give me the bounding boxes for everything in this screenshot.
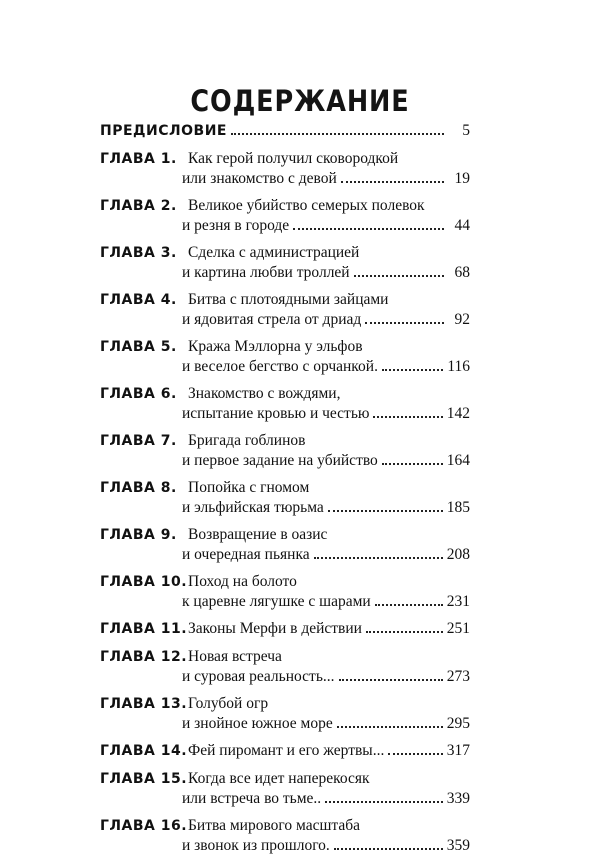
toc-entry bbox=[100, 290, 470, 329]
chapter-label: ГЛАВА 2. bbox=[100, 198, 177, 214]
dot-leader bbox=[293, 228, 444, 230]
chapter-title: Бригада гоблинов bbox=[188, 432, 306, 449]
chapter-title: Голубой огр bbox=[188, 695, 269, 712]
chapter-title: Поход на болото bbox=[188, 573, 297, 590]
toc-entry bbox=[100, 647, 470, 686]
page-number: 208 bbox=[446, 546, 470, 563]
chapter-title: Битва мирового масштаба bbox=[188, 817, 361, 834]
dot-leader bbox=[328, 510, 443, 512]
toc-entry bbox=[100, 816, 470, 855]
chapter-label: ГЛАВА 9. bbox=[100, 527, 177, 543]
chapter-label: ГЛАВА 14. bbox=[100, 743, 188, 759]
chapter-label: ГЛАВА 10. bbox=[100, 574, 188, 590]
chapter-label: ГЛАВА 5. bbox=[100, 339, 177, 355]
chapter-title: Битва с плотоядными зайцами bbox=[188, 291, 389, 308]
dot-leader bbox=[339, 679, 443, 681]
toc-entry bbox=[100, 572, 470, 611]
chapter-subtitle: и картина любви троллей bbox=[182, 264, 350, 281]
chapter-subtitle: и резня в городе bbox=[182, 217, 290, 234]
chapter-subtitle: и эльфийская тюрьма bbox=[182, 499, 324, 516]
dot-leader bbox=[314, 557, 443, 559]
page-number: 116 bbox=[447, 358, 470, 375]
toc-entry bbox=[100, 337, 470, 376]
chapter-title: Кража Мэллорна у эльфов bbox=[188, 338, 363, 355]
dot-leader bbox=[334, 848, 443, 850]
chapter-label: ГЛАВА 6. bbox=[100, 386, 177, 402]
page-number: 68 bbox=[454, 264, 470, 281]
chapter-label: ГЛАВА 13. bbox=[100, 696, 188, 712]
dot-leader bbox=[366, 631, 443, 633]
chapter-label: ГЛАВА 1. bbox=[100, 151, 177, 167]
dot-leader bbox=[341, 181, 444, 183]
dot-leader bbox=[337, 726, 443, 728]
chapter-title: Сделка с администрацией bbox=[188, 244, 360, 261]
toc-entry bbox=[100, 619, 470, 639]
page-number: 19 bbox=[454, 170, 470, 187]
chapter-title: Законы Мерфи в действии bbox=[188, 620, 362, 637]
dot-leader bbox=[375, 604, 443, 606]
chapter-title: Великое убийство семерых полевок bbox=[188, 197, 425, 214]
chapter-subtitle: и звонок из прошлого. bbox=[182, 837, 330, 854]
toc-entry bbox=[100, 384, 470, 423]
page-number: 142 bbox=[446, 405, 470, 422]
chapter-title: Как герой получил сковородкой bbox=[188, 150, 399, 167]
page-number: 44 bbox=[454, 217, 470, 234]
page-number: 317 bbox=[446, 742, 470, 759]
chapter-subtitle: к царевне лягушке с шарами bbox=[182, 593, 371, 610]
chapter-subtitle: и первое задание на убийство bbox=[182, 452, 378, 469]
chapter-label: ГЛАВА 15. bbox=[100, 771, 188, 787]
chapter-subtitle: и очередная пьянка bbox=[182, 546, 310, 563]
dot-leader bbox=[354, 275, 444, 277]
toc-entry bbox=[100, 741, 470, 761]
chapter-title: Возвращение в оазис bbox=[188, 526, 328, 543]
preface-label: ПРЕДИСЛОВИЕ bbox=[100, 123, 227, 139]
chapter-title: Новая встреча bbox=[188, 648, 282, 665]
chapter-label: ГЛАВА 4. bbox=[100, 292, 177, 308]
page-number: 231 bbox=[446, 593, 470, 610]
dot-leader bbox=[388, 753, 442, 755]
toc-entry bbox=[100, 431, 470, 470]
chapter-subtitle: или встреча во тьме.. bbox=[182, 790, 322, 807]
chapter-label: ГЛАВА 11. bbox=[100, 621, 188, 637]
chapter-title: Знакомство с вождями, bbox=[188, 385, 341, 402]
chapter-subtitle: и суровая реальность... bbox=[182, 668, 335, 685]
chapter-title: Фей пиромант и его жертвы... bbox=[188, 742, 385, 759]
page-number: 164 bbox=[446, 452, 470, 469]
chapter-subtitle: и знойное южное море bbox=[182, 715, 333, 732]
toc-entry bbox=[100, 694, 470, 733]
toc-entry bbox=[100, 243, 470, 282]
page-number: 185 bbox=[446, 499, 470, 516]
chapter-subtitle: или знакомство с девой bbox=[182, 170, 337, 187]
chapter-label: ГЛАВА 12. bbox=[100, 649, 188, 665]
page-number: 92 bbox=[454, 311, 470, 328]
toc-entry bbox=[100, 525, 470, 564]
toc-entry-preface bbox=[100, 121, 470, 141]
toc-entry bbox=[100, 196, 470, 235]
page-number: 359 bbox=[446, 837, 470, 854]
dot-leader bbox=[365, 322, 444, 324]
page-number: 273 bbox=[446, 668, 470, 685]
dot-leader bbox=[382, 463, 443, 465]
toc-entry bbox=[100, 478, 470, 517]
chapter-label: ГЛАВА 3. bbox=[100, 245, 177, 261]
toc-entry bbox=[100, 769, 470, 808]
page-number: 251 bbox=[446, 620, 470, 637]
chapter-subtitle: и веселое бегство с орчанкой. bbox=[182, 358, 378, 375]
dot-leader bbox=[231, 133, 444, 135]
dot-leader bbox=[382, 369, 443, 371]
dot-leader bbox=[325, 801, 443, 803]
toc-entry bbox=[100, 149, 470, 188]
page-number: 5 bbox=[462, 122, 470, 139]
chapter-title: Попойка с гномом bbox=[188, 479, 310, 496]
chapter-label: ГЛАВА 16. bbox=[100, 818, 188, 834]
chapter-subtitle: и ядовитая стрела от дриад bbox=[182, 311, 362, 328]
chapter-subtitle: испытание кровью и честью bbox=[182, 405, 370, 422]
page-number: 295 bbox=[446, 715, 470, 732]
page-number: 339 bbox=[446, 790, 470, 807]
chapter-label: ГЛАВА 8. bbox=[100, 480, 177, 496]
chapter-title: Когда все идет наперекосяк bbox=[188, 770, 370, 787]
table-of-contents bbox=[100, 121, 470, 863]
chapter-label: ГЛАВА 7. bbox=[100, 433, 177, 449]
page-title: СОДЕРЖАНИЕ bbox=[190, 84, 410, 118]
dot-leader bbox=[373, 416, 442, 418]
